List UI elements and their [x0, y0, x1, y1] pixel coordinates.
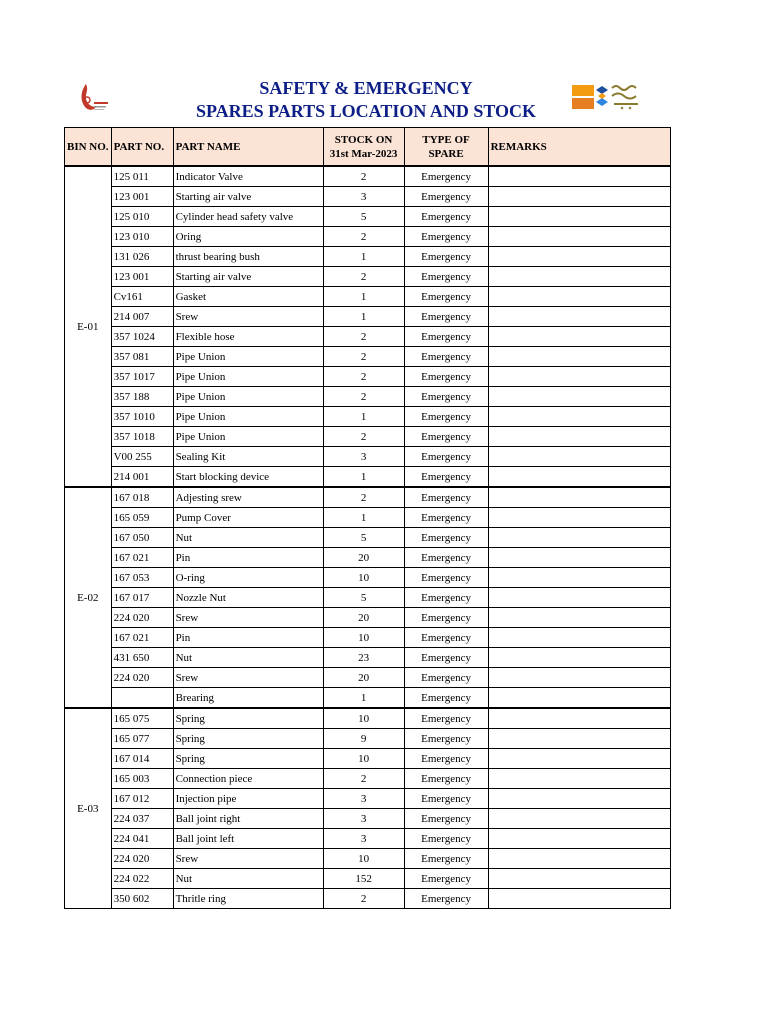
type-cell: Emergency [404, 367, 488, 387]
table-row [65, 729, 671, 749]
type-cell: Emergency [404, 207, 488, 227]
part-no-cell: 357 1017 [111, 367, 173, 387]
col-part-no: PART NO. [111, 128, 173, 167]
type-cell: Emergency [404, 568, 488, 588]
part-no-cell: 131 026 [111, 247, 173, 267]
part-no-cell: 167 012 [111, 789, 173, 809]
type-cell: Emergency [404, 608, 488, 628]
type-cell: Emergency [404, 829, 488, 849]
type-cell: Emergency [404, 588, 488, 608]
bin-no-cell: E-03 [65, 708, 112, 909]
part-no-cell: 224 020 [111, 849, 173, 869]
remarks-cell [488, 829, 670, 849]
table-row [65, 327, 671, 347]
table-row [65, 247, 671, 267]
table-row [65, 387, 671, 407]
title-line-2: SPARES PARTS LOCATION AND STOCK [195, 101, 537, 121]
remarks-cell [488, 528, 670, 548]
part-no-cell: 167 014 [111, 749, 173, 769]
type-cell: Emergency [404, 247, 488, 267]
company-logo-icon [76, 80, 110, 114]
part-no-cell: 165 075 [111, 708, 173, 729]
part-no-cell: 167 053 [111, 568, 173, 588]
part-name-cell: Pipe Union [173, 407, 323, 427]
part-name-cell: Sealing Kit [173, 447, 323, 467]
remarks-cell [488, 427, 670, 447]
col-bin-no: BIN NO. [65, 128, 112, 167]
table-row [65, 829, 671, 849]
remarks-cell [488, 568, 670, 588]
remarks-cell [488, 668, 670, 688]
part-no-cell: 214 001 [111, 467, 173, 488]
part-name-cell: Nut [173, 869, 323, 889]
table-row [65, 427, 671, 447]
part-name-cell: Pipe Union [173, 347, 323, 367]
part-name-cell: Ball joint left [173, 829, 323, 849]
col-type-line1: TYPE OF [422, 133, 470, 146]
part-name-cell: Pipe Union [173, 367, 323, 387]
part-name-cell: Flexible hose [173, 327, 323, 347]
type-cell: Emergency [404, 849, 488, 869]
remarks-cell [488, 869, 670, 889]
table-row [65, 849, 671, 869]
part-name-cell: Adjesting srew [173, 487, 323, 508]
stock-cell: 5 [323, 588, 404, 608]
stock-cell: 2 [323, 487, 404, 508]
part-no-cell: 357 081 [111, 347, 173, 367]
remarks-cell [488, 227, 670, 247]
part-no-cell: 350 602 [111, 889, 173, 909]
part-no-cell: 357 188 [111, 387, 173, 407]
table-row [65, 588, 671, 608]
part-no-cell: 167 017 [111, 588, 173, 608]
col-type [404, 128, 488, 167]
stock-cell: 2 [323, 367, 404, 387]
col-stock-line2: 31st Mar-2023 [329, 147, 398, 160]
part-no-cell: 431 650 [111, 648, 173, 668]
remarks-cell [488, 387, 670, 407]
stock-cell: 10 [323, 849, 404, 869]
part-no-cell [111, 688, 173, 709]
type-cell: Emergency [404, 287, 488, 307]
part-name-cell: Connection piece [173, 769, 323, 789]
type-cell: Emergency [404, 347, 488, 367]
part-no-cell: 357 1010 [111, 407, 173, 427]
part-name-cell: Spring [173, 749, 323, 769]
table-body [65, 166, 671, 909]
stock-cell: 2 [323, 889, 404, 909]
table-row [65, 528, 671, 548]
page-title [150, 77, 582, 123]
table-row [65, 508, 671, 528]
stock-cell: 2 [323, 267, 404, 287]
part-name-cell: Start blocking device [173, 467, 323, 488]
remarks-cell [488, 769, 670, 789]
type-cell: Emergency [404, 648, 488, 668]
remarks-cell [488, 508, 670, 528]
remarks-cell [488, 849, 670, 869]
part-name-cell: O-ring [173, 568, 323, 588]
table-row [65, 769, 671, 789]
stock-cell: 1 [323, 247, 404, 267]
type-cell: Emergency [404, 487, 488, 508]
col-stock [323, 128, 404, 167]
stock-cell: 3 [323, 789, 404, 809]
type-cell: Emergency [404, 769, 488, 789]
type-cell: Emergency [404, 749, 488, 769]
table-row [65, 889, 671, 909]
stock-cell: 152 [323, 869, 404, 889]
part-name-cell: Nozzle Nut [173, 588, 323, 608]
stock-cell: 10 [323, 749, 404, 769]
table-row [65, 407, 671, 427]
stock-cell: 2 [323, 166, 404, 187]
type-cell: Emergency [404, 387, 488, 407]
part-name-cell: Indicator Valve [173, 166, 323, 187]
stock-cell: 1 [323, 307, 404, 327]
remarks-cell [488, 628, 670, 648]
table-row [65, 648, 671, 668]
remarks-cell [488, 407, 670, 427]
remarks-cell [488, 447, 670, 467]
table-row [65, 809, 671, 829]
part-name-cell: Pin [173, 628, 323, 648]
remarks-cell [488, 889, 670, 909]
stock-cell: 1 [323, 688, 404, 709]
part-name-cell: Thritle ring [173, 889, 323, 909]
part-no-cell: Cv161 [111, 287, 173, 307]
remarks-cell [488, 548, 670, 568]
part-name-cell: Injection pipe [173, 789, 323, 809]
part-no-cell: 224 037 [111, 809, 173, 829]
part-name-cell: Pump Cover [173, 508, 323, 528]
table-row [65, 347, 671, 367]
type-cell: Emergency [404, 688, 488, 709]
table-row [65, 307, 671, 327]
type-cell: Emergency [404, 407, 488, 427]
table-row [65, 367, 671, 387]
remarks-cell [488, 307, 670, 327]
part-no-cell: 165 077 [111, 729, 173, 749]
part-no-cell: 224 022 [111, 869, 173, 889]
table-row [65, 628, 671, 648]
part-name-cell: Pipe Union [173, 387, 323, 407]
type-cell: Emergency [404, 789, 488, 809]
type-cell: Emergency [404, 668, 488, 688]
stock-cell: 3 [323, 829, 404, 849]
part-name-cell: Oring [173, 227, 323, 247]
stock-cell: 1 [323, 467, 404, 488]
stock-cell: 1 [323, 287, 404, 307]
part-name-cell: Srew [173, 668, 323, 688]
type-cell: Emergency [404, 187, 488, 207]
stock-cell: 3 [323, 187, 404, 207]
part-name-cell: Brearing [173, 688, 323, 709]
stock-cell: 2 [323, 427, 404, 447]
part-no-cell: 165 059 [111, 508, 173, 528]
part-no-cell: 357 1018 [111, 427, 173, 447]
bin-no-cell: E-02 [65, 487, 112, 708]
table-header-row [65, 128, 671, 167]
stock-cell: 10 [323, 568, 404, 588]
remarks-cell [488, 166, 670, 187]
remarks-cell [488, 708, 670, 729]
remarks-cell [488, 608, 670, 628]
col-type-line2: SPARE [428, 147, 464, 160]
stock-cell: 2 [323, 387, 404, 407]
remarks-cell [488, 749, 670, 769]
stock-cell: 3 [323, 447, 404, 467]
stock-cell: 23 [323, 648, 404, 668]
type-cell: Emergency [404, 166, 488, 187]
stock-cell: 9 [323, 729, 404, 749]
remarks-cell [488, 287, 670, 307]
part-no-cell: 167 050 [111, 528, 173, 548]
type-cell: Emergency [404, 447, 488, 467]
part-name-cell: Pipe Union [173, 427, 323, 447]
remarks-cell [488, 187, 670, 207]
part-no-cell: 165 003 [111, 769, 173, 789]
spares-table [64, 127, 671, 909]
remarks-cell [488, 467, 670, 488]
table-row [65, 708, 671, 729]
stock-cell: 10 [323, 708, 404, 729]
part-name-cell: thrust bearing bush [173, 247, 323, 267]
part-name-cell: Srew [173, 307, 323, 327]
remarks-cell [488, 327, 670, 347]
table-row [65, 227, 671, 247]
part-no-cell: 224 020 [111, 608, 173, 628]
type-cell: Emergency [404, 729, 488, 749]
table-row [65, 166, 671, 187]
col-stock-line1: STOCK ON [334, 133, 393, 146]
stock-cell: 20 [323, 608, 404, 628]
remarks-cell [488, 367, 670, 387]
table-row [65, 447, 671, 467]
stock-cell: 20 [323, 668, 404, 688]
bin-no-cell: E-01 [65, 166, 112, 487]
table-row [65, 749, 671, 769]
part-no-cell: 214 007 [111, 307, 173, 327]
remarks-cell [488, 267, 670, 287]
part-no-cell: 224 020 [111, 668, 173, 688]
part-no-cell: 357 1024 [111, 327, 173, 347]
remarks-cell [488, 729, 670, 749]
table-row [65, 568, 671, 588]
remarks-cell [488, 789, 670, 809]
part-no-cell: 167 021 [111, 628, 173, 648]
part-name-cell: Srew [173, 849, 323, 869]
title-line-1: SAFETY & EMERGENCY [259, 78, 473, 98]
stock-cell: 3 [323, 809, 404, 829]
type-cell: Emergency [404, 327, 488, 347]
table-row [65, 869, 671, 889]
stock-cell: 5 [323, 207, 404, 227]
part-name-cell: Cylinder head safety valve [173, 207, 323, 227]
part-name-cell: Gasket [173, 287, 323, 307]
type-cell: Emergency [404, 227, 488, 247]
stock-cell: 1 [323, 508, 404, 528]
part-name-cell: Nut [173, 528, 323, 548]
type-cell: Emergency [404, 467, 488, 488]
type-cell: Emergency [404, 889, 488, 909]
col-remarks: REMARKS [488, 128, 670, 167]
part-no-cell: 167 018 [111, 487, 173, 508]
table-row [65, 608, 671, 628]
table-row [65, 548, 671, 568]
part-no-cell: 125 010 [111, 207, 173, 227]
stock-cell: 2 [323, 327, 404, 347]
type-cell: Emergency [404, 427, 488, 447]
remarks-cell [488, 809, 670, 829]
remarks-cell [488, 247, 670, 267]
part-no-cell: 167 021 [111, 548, 173, 568]
table-row [65, 688, 671, 709]
stock-cell: 2 [323, 227, 404, 247]
type-cell: Emergency [404, 267, 488, 287]
table-row [65, 668, 671, 688]
table-row [65, 207, 671, 227]
part-name-cell: Starting air valve [173, 187, 323, 207]
stock-cell: 10 [323, 628, 404, 648]
type-cell: Emergency [404, 708, 488, 729]
stock-cell: 1 [323, 407, 404, 427]
table-row [65, 267, 671, 287]
stock-cell: 2 [323, 769, 404, 789]
part-name-cell: Spring [173, 729, 323, 749]
part-no-cell: 123 001 [111, 267, 173, 287]
part-no-cell: 123 001 [111, 187, 173, 207]
table-row [65, 187, 671, 207]
table-row [65, 789, 671, 809]
type-cell: Emergency [404, 809, 488, 829]
type-cell: Emergency [404, 508, 488, 528]
stock-cell: 20 [323, 548, 404, 568]
remarks-cell [488, 207, 670, 227]
part-name-cell: Srew [173, 608, 323, 628]
part-name-cell: Pin [173, 548, 323, 568]
table-row [65, 287, 671, 307]
remarks-cell [488, 648, 670, 668]
remarks-cell [488, 487, 670, 508]
type-cell: Emergency [404, 628, 488, 648]
type-cell: Emergency [404, 869, 488, 889]
part-no-cell: 224 041 [111, 829, 173, 849]
part-no-cell: 123 010 [111, 227, 173, 247]
remarks-cell [488, 347, 670, 367]
table-row [65, 467, 671, 488]
type-cell: Emergency [404, 307, 488, 327]
type-cell: Emergency [404, 548, 488, 568]
remarks-cell [488, 688, 670, 709]
stock-cell: 5 [323, 528, 404, 548]
soex-oman-logo-icon [572, 82, 644, 116]
part-no-cell: V00 255 [111, 447, 173, 467]
type-cell: Emergency [404, 528, 488, 548]
table-row [65, 487, 671, 508]
col-part-name: PART NAME [173, 128, 323, 167]
part-name-cell: Ball joint right [173, 809, 323, 829]
part-name-cell: Spring [173, 708, 323, 729]
part-name-cell: Starting air valve [173, 267, 323, 287]
stock-cell: 2 [323, 347, 404, 367]
part-name-cell: Nut [173, 648, 323, 668]
remarks-cell [488, 588, 670, 608]
part-no-cell: 125 011 [111, 166, 173, 187]
